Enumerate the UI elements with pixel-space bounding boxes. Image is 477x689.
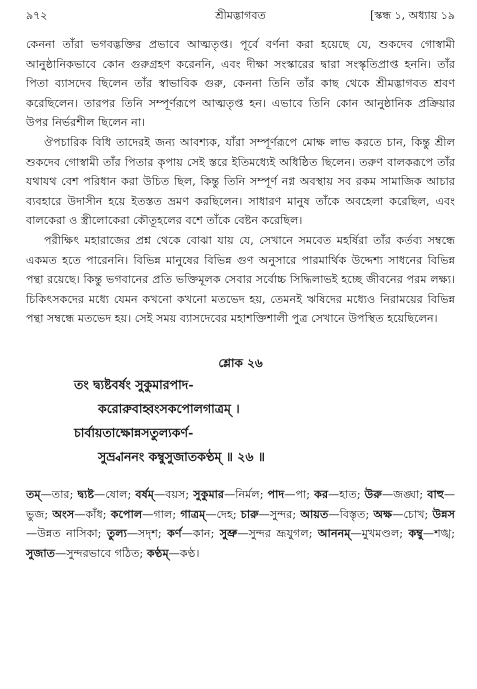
synonym-meaning: সুন্দর — [269, 507, 293, 521]
synonym-word: সুভ্রু — [219, 526, 238, 541]
synonym-entry: কর্ণ—কান; — [167, 526, 220, 541]
verse-line-4: সুভ্র্বাননং কম্বুসুজাতকণ্ঠম্ ॥ ২৬ ॥ — [98, 448, 265, 464]
synonym-meaning: বয়স — [165, 487, 186, 501]
synonym-word: কপোল — [110, 506, 143, 521]
synonym-entry: অংস—কাঁধ; — [52, 506, 111, 521]
synonym-entry: আয়ত—বিস্তৃত; — [300, 506, 374, 521]
page-header — [26, 6, 455, 26]
synonym-word: আননম্ — [317, 526, 351, 541]
synonym-entry: সুকুমার—নির্মল; — [193, 486, 268, 501]
synonym-meaning: নির্মল — [235, 487, 260, 501]
synonym-meaning: হাত — [339, 487, 357, 501]
synonym-entry: উরু—জঙ্ঘা; — [364, 486, 428, 501]
synonym-entry: কণ্ঠম্—কণ্ঠ। — [146, 545, 200, 560]
synonym-meaning: মুখমণ্ডল — [361, 527, 400, 541]
synonym-meaning: বিস্তৃত — [339, 507, 366, 521]
synonym-meaning: সুন্দর ভ্রূযুগল — [248, 527, 309, 541]
verse-line-2: করোরুবাহ্বংসকপোলগাত্রম্ । — [98, 400, 240, 416]
synonym-meaning: পা — [295, 487, 307, 501]
synonym-entry: কর—হাত; — [314, 486, 365, 501]
synonym-entry: বাহু—ভুজ; — [26, 486, 456, 521]
synonym-entry: সুজাত—সুন্দরভাবে গঠিত; — [26, 545, 147, 560]
synonym-entry: পাদ—পা; — [267, 486, 315, 501]
synonym-word: বাহু — [427, 486, 444, 501]
synonym-meaning: গাল — [153, 507, 173, 521]
synonym-word: উন্নস — [432, 506, 456, 521]
synonym-meaning: কণ্ঠ — [179, 546, 196, 560]
synonym-word: তুল্য — [106, 526, 127, 541]
synonym-meaning: কাঁধ — [85, 507, 103, 521]
synonym-word: কণ্ঠম্ — [146, 545, 169, 560]
verse-title: শ্লোক ২৬ — [218, 355, 263, 370]
synonym-meaning: তার — [51, 487, 70, 501]
verse-block — [26, 353, 455, 469]
synonym-entry: অক্ষ—চোখ; — [373, 506, 433, 521]
synonym-word: কর — [314, 486, 329, 501]
synonym-entry: গাত্রম্—দেহ; — [180, 506, 241, 521]
synonym-meaning: কান — [192, 527, 211, 541]
synonym-entry: কম্বু—শঙ্খ; — [408, 526, 456, 541]
synonym-word: অংস — [52, 506, 75, 521]
synonym-meaning: উন্নত নাসিকা — [37, 527, 98, 541]
verse-line-1: তং দ্ব্যষ্টবর্ষং সুকুমারপাদ- — [74, 376, 194, 392]
synonym-entry: দ্ব্যষ্ট—ষোল; — [77, 486, 136, 501]
synonym-word: কম্বু — [408, 526, 423, 541]
synonym-meaning: জঙ্ঘা — [393, 487, 420, 501]
synonym-entry: তম্—তার; — [26, 486, 78, 501]
page-number: ৯৭২ — [26, 9, 48, 22]
synonym-word: কর্ণ — [167, 526, 182, 541]
synonym-entry: বর্ষম্—বয়স; — [135, 486, 194, 501]
synonym-meaning: ভুজ — [26, 507, 45, 521]
synonym-word: অক্ষ — [373, 506, 393, 521]
synonym-word: তম্ — [26, 486, 41, 501]
synonym-meaning: দেহ — [216, 507, 233, 521]
synonym-meaning: চোখ — [403, 507, 425, 521]
chapter-reference: [স্কন্ধ ১, অধ্যায় ১৯ — [370, 9, 455, 22]
synonym-entry: তুল্য—সদৃশ; — [106, 526, 168, 541]
synonym-entry: সুভ্রু—সুন্দর ভ্রূযুগল; — [219, 526, 318, 541]
synonym-word: চারু — [240, 506, 259, 521]
synonym-word: বর্ষম্ — [135, 486, 154, 501]
verse-line-3: চার্বায়তাক্ষোন্নসতুল্যকর্ণ- — [74, 424, 194, 440]
synonym-word: উরু — [364, 486, 382, 501]
synonym-word: আয়ত — [300, 506, 329, 521]
synonym-entry: কপোল—গাল; — [110, 506, 181, 521]
synonym-entry: চারু—সুন্দর; — [240, 506, 301, 521]
synonym-word: দ্ব্যষ্ট — [77, 486, 95, 501]
synonym-word: গাত্রম্ — [180, 506, 206, 521]
purport-paragraph-3: পরীক্ষিৎ মহারাজের প্রশ্ন থেকে বোঝা যায় যে, সেখানে সমবেত মহর্ষিরা তাঁর কর্তব্য সম্বন্ধে একমত হতে পারেননি। বিভিন্ন মানুষের বিভিন্ন গুণ অনুসারে পারমার্থিক উদ্দেশ্য সাধনের বিভিন্ন পন্থা রয়েছে। কিন্তু ভগবানের প্রতি ভক্তিমূলক সেবার সর্বোচ্চ সিদ্ধিলাভই হচ্ছে জীবনের পরম লক্ষ্য। চিকিৎসকদের মধ্যে যেমন কখনো কখনো মতভেদ হয়, তেমনই ঋষিদের মধ্যেও নিরাময়ের বিভিন্ন পন্থা সম্বন্ধে মতভেদ হয়। সেই সময় ব্যাসদেবের মহাশক্তিশালী পুত্র সেখানে উপস্থিত হয়েছিলেন। — [26, 233, 455, 326]
synonym-word: সুজাত — [26, 545, 56, 560]
synonyms-section — [26, 485, 455, 563]
synonym-entry: আননম্—মুখমণ্ডল; — [317, 526, 409, 541]
purport-paragraph-2: ঔপচারিক বিধি তাদেরই জন্য আবশ্যক, যাঁরা সম্পূর্ণরূপে মোক্ষ লাভ করতে চান, কিন্তু শ্রীল শুকদেব গোস্বামী তাঁর পিতার কৃপায় সেই স্তরে ইতিমধ্যেই অধিষ্ঠিত ছিলেন। তরুণ বালকরূপে তাঁর যথাযথ বেশ পরিধান করা উচিত ছিল, কিন্তু তিনি সম্পূর্ণ নগ্ন অবস্থায় সব রকম সামাজিক আচার ব্যবহারে উদাসীন হয়ে ইতস্তত ভ্রমণ করছিলেন। সাধারণ মানুষ তাঁকে অবহেলা করেছিল, এবং বালকেরা ও স্ত্রীলোকেরা কৌতূহলের বশে তাঁকে বেষ্টন করেছিল। — [26, 135, 455, 228]
synonym-meaning: সদৃশ — [138, 527, 158, 541]
synonym-entry: উন্নস—উন্নত নাসিকা; — [26, 506, 456, 541]
synonym-meaning: সুন্দরভাবে গঠিত — [66, 546, 140, 560]
synonym-word: পাদ — [267, 486, 285, 501]
synonym-word: সুকুমার — [193, 486, 225, 501]
synonym-meaning: ষোল — [105, 487, 128, 501]
book-title: শ্রীমদ্ভাগবত — [215, 9, 266, 22]
synonym-meaning: শঙ্খ — [434, 527, 452, 541]
purport-paragraph-1: কেননা তাঁরা ভগবদ্ভক্তির প্রভাবে আত্মতৃপ্ত। পূর্বে বর্ণনা করা হয়েছে যে, শুকদেব গোস্বামী আনুষ্ঠানিকভাবে কোন গুরুগ্রহণ করেননি, এবং দীক্ষা সংস্কারের দ্বারা সংস্কৃতিপ্রাপ্ত হননি। তাঁর পিতা ব্যাসদেব ছিলেন তাঁর স্বাভাবিক গুরু, কেননা তিনি তাঁর কাছ থেকে শ্রীমদ্ভাগবত শ্রবণ করেছিলেন। তারপর তিনি সম্পূর্ণরূপে আত্মতৃপ্ত হন। এভাবে তিনি কোন আনুষ্ঠানিক প্রক্রিয়ার উপর নির্ভরশীল ছিলেন না। — [26, 38, 455, 130]
